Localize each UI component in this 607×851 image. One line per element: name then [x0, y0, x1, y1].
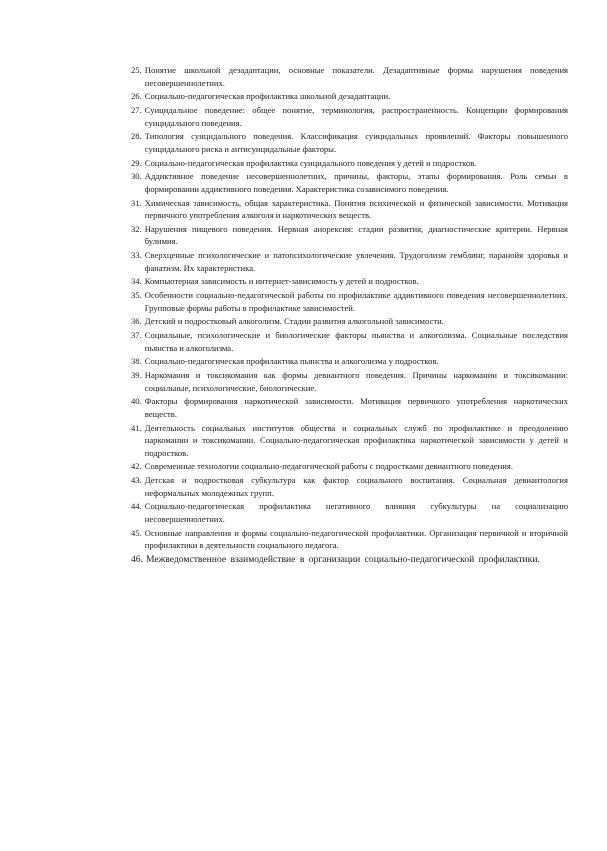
item-text: Современные технологии социально-педагогической работы с подростками девиантного поведения.	[144, 461, 513, 472]
list-item	[131, 130, 568, 155]
item-number: 29.	[131, 157, 142, 168]
item-text: Нарушения пищевого поведения. Нервная анорексия: стадии развития, диагностические критерии. Нервная булимия.	[144, 223, 568, 247]
list-item	[131, 500, 568, 525]
item-number: 34.	[131, 276, 142, 287]
item-text: Компьютерная зависимость и интернет-зависимость у детей и подростков.	[144, 276, 419, 287]
list-item	[131, 289, 568, 314]
list-item	[131, 395, 568, 420]
item-number: 44.	[131, 501, 142, 512]
list-item	[131, 527, 568, 552]
list-item	[131, 422, 568, 460]
item-text: Аддиктивное поведение несовершеннолетних, причины, факторы, этапы формирования. Роль семьи в формировании аддиктивного поведения. Характеристика созависимого поведения.	[144, 171, 568, 194]
list-item	[131, 249, 568, 274]
item-number: 35.	[131, 290, 142, 301]
item-text: Основные направления и формы социально-педагогической профилактики. Организация первичной и вторичной профилактики в деятельности социального педагога.	[144, 527, 568, 551]
item-text: Особенности социально-педагогической работы по профилактике аддиктивного поведения несовершеннолетних. Групповые формы работы в профилактике зависимостей.	[144, 290, 568, 313]
item-number: 42.	[131, 461, 142, 472]
item-number: 33.	[131, 250, 142, 261]
item-text: Наркомания и токсикомания как формы девиантного поведения. Причины наркомании и токсикомании: социальные, психологические, биологические.	[144, 369, 568, 393]
item-number: 36.	[131, 316, 142, 327]
list-item	[131, 104, 568, 129]
item-text: Типология суицидального поведения. Классификация суицидальных проявлений. Факторы повышенного суицидального риска и антисуицидальные факторы.	[144, 131, 568, 154]
list-item	[131, 474, 568, 499]
list-item	[131, 369, 568, 394]
list-item	[131, 223, 568, 248]
item-number: 31.	[131, 197, 142, 208]
item-number: 39.	[131, 369, 142, 380]
item-text: Суицидальное поведение: общее понятие, терминология, распространенность. Концепции формирования суицидального поведения.	[144, 104, 568, 128]
item-number: 45.	[131, 527, 142, 538]
item-number: 26.	[131, 91, 142, 102]
list-item	[131, 329, 568, 354]
exam-question-list	[131, 64, 568, 567]
item-number: 32.	[131, 223, 142, 234]
list-item	[131, 157, 568, 170]
list-item	[131, 197, 568, 222]
list-item	[131, 90, 568, 103]
item-text: Социальные, психологические и биологические факторы пьянства и алкоголизма. Социальные последствия пьянства и алкоголизма.	[144, 330, 568, 353]
list-item	[131, 553, 568, 566]
list-item	[131, 64, 568, 89]
item-number: 27.	[131, 104, 142, 115]
item-number: 43.	[131, 475, 142, 486]
item-number: 28.	[131, 131, 142, 142]
item-text: Деятельность социальных институтов общества и социальных служб по профилактике и преодолению наркомании и токсикомании. Социально-педагогическая профилактика наркотической зависимости у детей и подростков.	[144, 422, 568, 458]
item-text: Факторы формирования наркотической зависимости. Мотивация первичного употребления наркотических веществ.	[144, 396, 568, 419]
item-text: Химическая зависимость, общая характеристика. Понятия психической и физической зависимости. Мотивация первичного употребления алкоголя и наркотических веществ.	[144, 197, 568, 221]
item-text: Социально-педагогическая профилактика суицидального поведения у детей и подростков.	[144, 157, 477, 168]
list-item	[131, 315, 568, 328]
list-item	[131, 355, 568, 368]
item-number: 30.	[131, 171, 142, 182]
item-text: Социально-педагогическая профилактика школьной дезадаптации.	[144, 91, 391, 102]
item-text: Социально-педагогическая профилактика негативного влияния субкультуры на социализацию несовершеннолетних.	[144, 501, 568, 524]
item-number: 40.	[131, 396, 142, 407]
item-number: 46.	[131, 553, 143, 565]
item-text: Детский и подростковый алкоголизм. Стадии развития алкогольной зависимости.	[144, 316, 444, 327]
list-item	[131, 460, 568, 473]
item-text: Социально-педагогическая профилактика пьянства и алкоголизма у подростков.	[144, 356, 439, 367]
item-text: Детская и подростковая субкультура как фактор социального воспитания. Социальная девиантология неформальных молодежных групп.	[144, 475, 568, 498]
list-item	[131, 275, 568, 288]
item-text: Межведомственное взаимодействие в организации социально-педагогической профилактики.	[146, 553, 540, 565]
item-number: 37.	[131, 330, 142, 340]
item-number: 25.	[131, 65, 142, 75]
item-text: Сверхценные психологические и патопсихологические увлечения. Трудоголизм гемблинг, паранойя здоровья и фанатизм. Их характеристика.	[144, 250, 568, 273]
list-item	[131, 170, 568, 195]
item-number: 38.	[131, 356, 142, 367]
item-number: 41.	[131, 422, 142, 433]
item-text: Понятие школьной дезадаптации, основные показатели. Дезадаптивные формы нарушения поведения несовершеннолетних.	[144, 65, 568, 88]
